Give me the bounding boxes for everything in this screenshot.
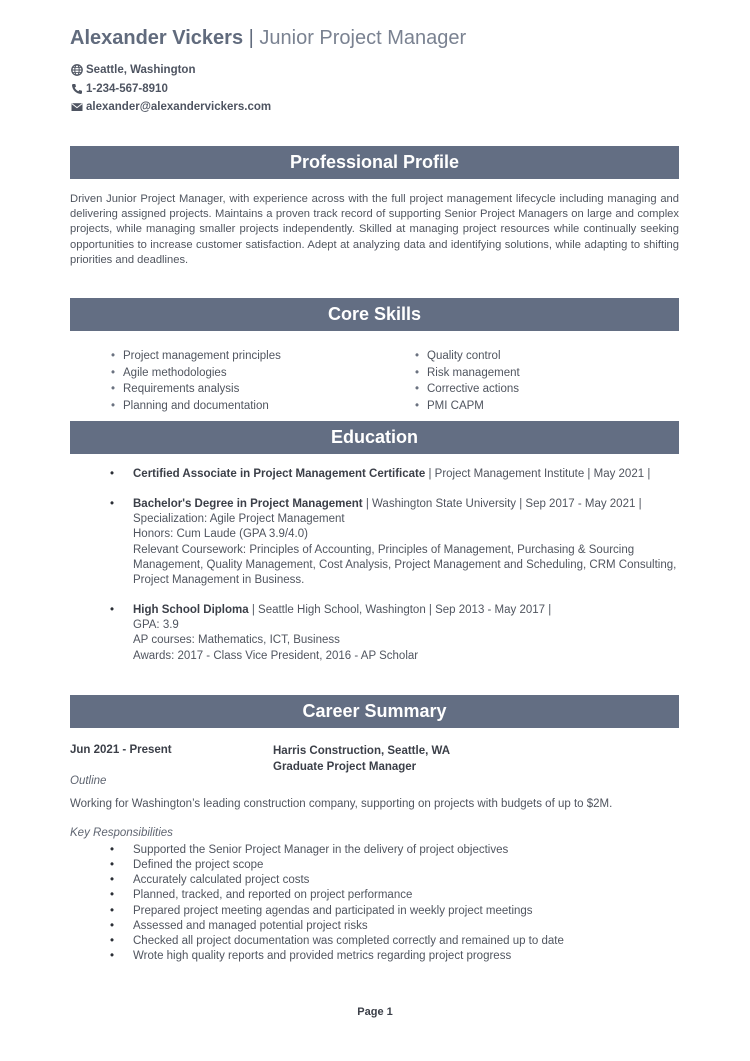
outline-text: Working for Washington’s leading construction company, supporting on projects with budgets of up to $2M. xyxy=(70,798,613,810)
job-company: Harris Construction, Seattle, WA xyxy=(273,745,451,757)
list-item: • Defined the project scope xyxy=(133,858,564,873)
education-item xyxy=(110,603,678,664)
list-item: • Supported the Senior Project Manager in the delivery of project objectives xyxy=(133,843,564,858)
education-degree: High School Diploma xyxy=(133,604,249,616)
education-meta: | Seattle High School, Washington | Sep 2013 - May 2017 | xyxy=(248,604,552,616)
section-header-education: Education xyxy=(70,421,679,454)
profile-text: Driven Junior Project Manager, with experience across with the full project management lifecycle including managing and delivering assigned projects. Maintains a proven track record of supporting Senior Project Managers on large and complex projects, while managing smaller projects independently. Skilled at managing project resources while continually seeking opportunities to increase customer satisfaction. Adept at analyzing data and identifying solutions, while adapting to shifting priorities and deadlines. xyxy=(70,193,679,266)
bullet: • xyxy=(110,468,115,480)
education-detail: Awards: 2017 - Class Vice President, 2016 - AP Scholar xyxy=(133,649,419,662)
bullet: • xyxy=(110,498,115,510)
education-item xyxy=(110,497,678,588)
education-detail: GPA: 3.9 xyxy=(133,619,179,632)
email-link[interactable]: alexander@alexandervickers.com xyxy=(86,100,272,113)
section-header-career: Career Summary xyxy=(70,695,679,728)
candidate-name: Alexander Vickers xyxy=(70,27,244,49)
list-item: • Checked all project documentation was completed correctly and remained up to date xyxy=(133,934,564,949)
education-detail: Specialization: Agile Project Management xyxy=(133,513,345,526)
education-degree: Certified Associate in Project Management Certificate xyxy=(133,468,426,480)
skill-item: • Planning and documentation xyxy=(111,398,281,415)
list-item: • Accurately calculated project costs xyxy=(133,873,564,888)
candidate-role: Junior Project Manager xyxy=(259,27,467,49)
skill-item: • Project management principles xyxy=(111,348,281,365)
education-detail: Honors: Cum Laude (GPA 3.9/4.0) xyxy=(133,528,308,541)
section-header-profile: Professional Profile xyxy=(70,146,679,179)
title-separator: | xyxy=(248,27,254,49)
education-detail: Relevant Coursework: Principles of Accounting, Principles of Management, Purchasing & Sourcing Management, Quality Management, Cost Analysis, Project Management and Scheduling, CRM Consulting, Project Management in Business. xyxy=(133,543,677,587)
contact-phone xyxy=(70,82,168,95)
skills-list-right xyxy=(415,348,520,414)
list-item: • Prepared project meeting agendas and participated in weekly project meetings xyxy=(133,904,564,919)
location-text: Seattle, Washington xyxy=(86,63,196,76)
envelope-icon xyxy=(70,100,83,113)
page-number: Page 1 xyxy=(357,1006,393,1018)
bullet: • xyxy=(110,604,115,616)
list-item: • Wrote high quality reports and provided metrics regarding project progress xyxy=(133,949,564,964)
education-item xyxy=(110,467,678,482)
education-detail: AP courses: Mathematics, ICT, Business xyxy=(133,634,340,647)
job-heading xyxy=(273,744,450,775)
section-header-skills: Core Skills xyxy=(70,298,679,331)
job-position: Graduate Project Manager xyxy=(273,760,417,773)
skill-item: • Requirements analysis xyxy=(111,381,281,398)
outline-label: Outline xyxy=(70,775,107,787)
skill-item: • Quality control xyxy=(415,348,520,365)
skill-item: • Agile methodologies xyxy=(111,365,281,382)
skill-item: • PMI CAPM xyxy=(415,398,520,415)
phone-icon xyxy=(70,82,83,95)
contact-email[interactable] xyxy=(70,100,271,113)
contact-location xyxy=(70,63,195,76)
education-meta: | Project Management Institute | May 2021 | xyxy=(425,468,651,480)
responsibilities-list xyxy=(133,843,564,964)
globe-icon xyxy=(70,63,83,76)
skills-list-left xyxy=(111,348,281,414)
phone-text: 1-234-567-8910 xyxy=(86,82,168,95)
list-item: • Assessed and managed potential project risks xyxy=(133,919,564,934)
responsibilities-label: Key Responsibilities xyxy=(70,827,173,839)
list-item: • Planned, tracked, and reported on project performance xyxy=(133,888,564,903)
education-meta: | Washington State University | Sep 2017 - May 2021 | xyxy=(362,498,642,510)
education-degree: Bachelor's Degree in Project Management xyxy=(133,498,363,510)
header-title xyxy=(70,27,466,50)
skill-item: • Corrective actions xyxy=(415,381,520,398)
job-dates: Jun 2021 - Present xyxy=(70,744,172,756)
skill-item: • Risk management xyxy=(415,365,520,382)
